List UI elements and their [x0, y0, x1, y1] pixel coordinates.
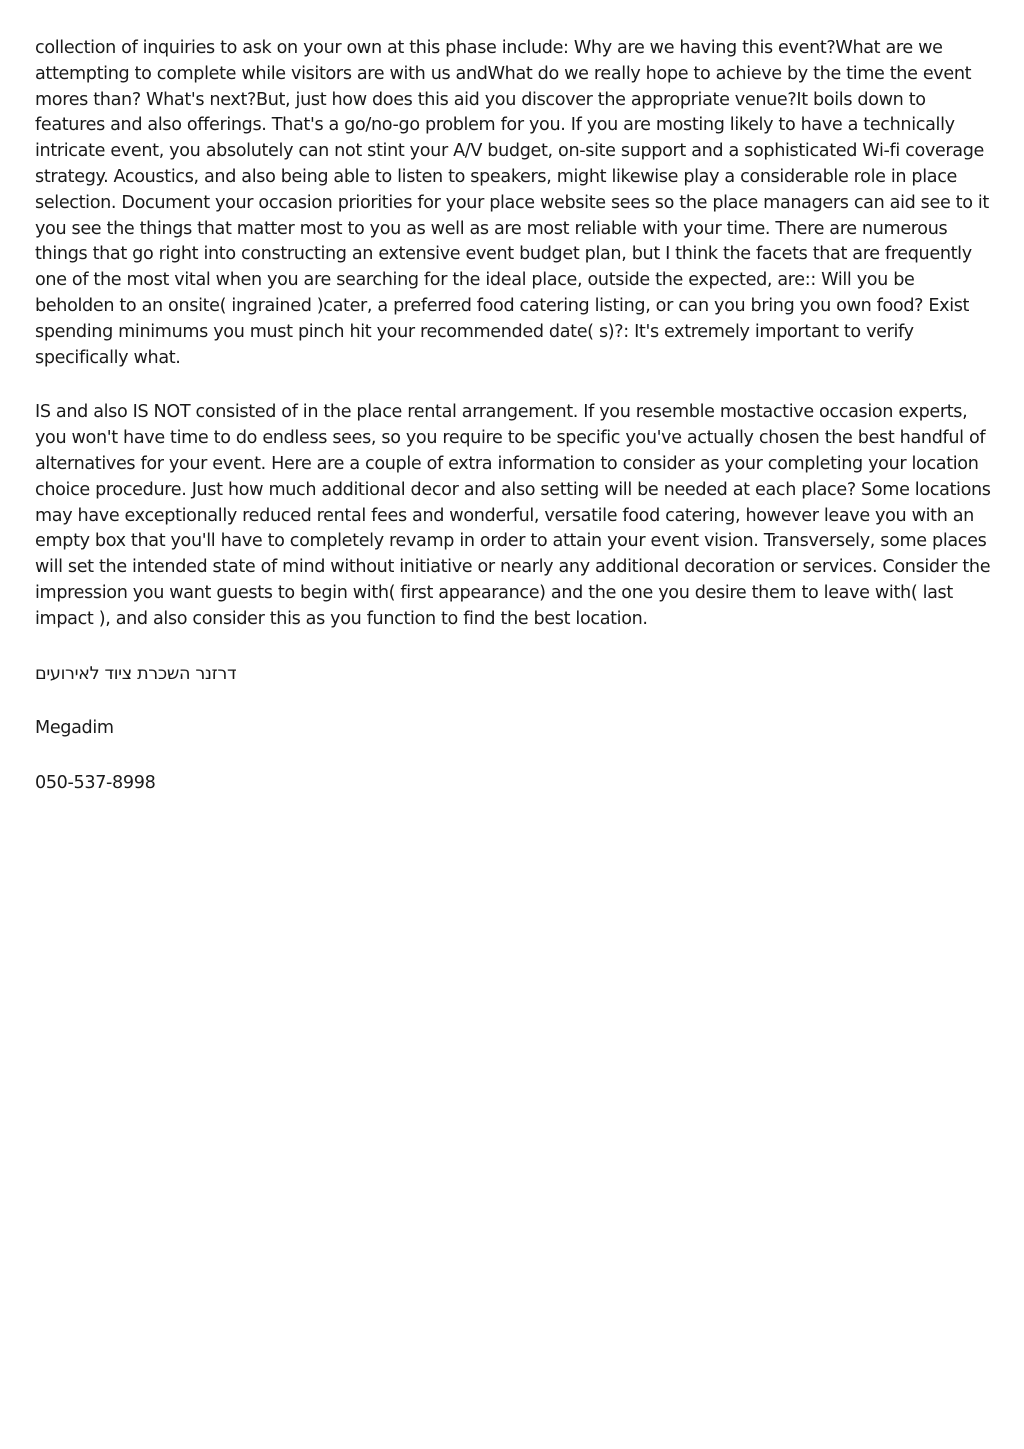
body-paragraph-2: IS and also IS NOT consisted of in the place rental arrangement. If you resemble mostactive occasion experts, you won't have time to do endless sees, so you require to be specific you've actually chosen the best handful of alternatives for your event. Here are a couple of extra information to consider as your completing your location choice procedure. Just how much additional decor and also setting will be needed at each place? Some locations may have exceptionally reduced rental fees and wonderful, versatile food catering, however leave you with an empty box that you'll have to completely revamp in order to attain your event vision. Transversely, some places will set the intended state of mind without initiative or nearly any additional decoration or services. Consider the impression you want guests to begin with( first appearance) and the one you desire them to leave with( last impact ), and also consider this as you function to find the best location.	[35, 402, 991, 629]
document-body	[35, 36, 995, 826]
phone-number: 050-537-8998	[35, 773, 156, 794]
company-name: Megadim	[35, 718, 114, 739]
hebrew-text: דרזנר השכרת ציוד לאירועים	[35, 663, 237, 684]
body-paragraph-1: collection of inquiries to ask on your own at this phase include: Why are we having this event?What are we attempting to complete while visitors are with us andWhat do we really hope to achieve by the time the event mores than? What's next?But, just how does this aid you discover the appropriate venue?It boils down to features and also offerings. That's a go/no-go problem for you. If you are mosting likely to have a technically intricate event, you absolutely can not stint your A/V budget, on-site support and a sophisticated Wi-fi coverage strategy. Acoustics, and also being able to listen to speakers, might likewise play a considerable role in place selection. Document your occasion priorities for your place website sees so the place managers can aid see to it you see the things that matter most to you as well as are most reliable with your time. There are numerous things that go right into constructing an extensive event budget plan, but I think the facets that are frequently one of the most vital when you are searching for the ideal place, outside the expected, are:: Will you be beholden to an onsite( ingrained )cater, a preferred food catering listing, or can you bring you own food? Exist spending minimums you must pinch hit your recommended date( s)?: It's extremely important to verify specifically what.	[35, 38, 989, 368]
hebrew-company-line	[35, 662, 995, 688]
